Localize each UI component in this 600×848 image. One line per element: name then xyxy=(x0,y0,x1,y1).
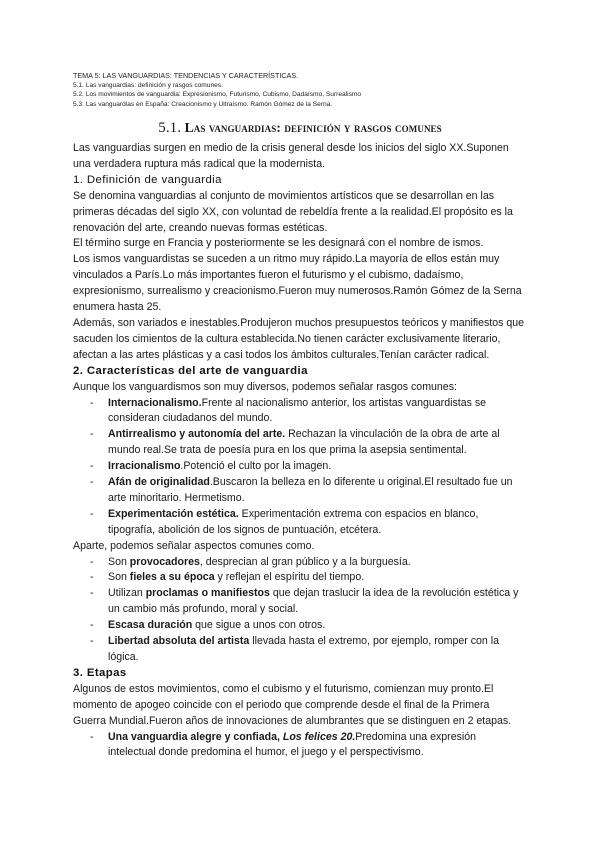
list-item-text: que sigue a unos con otros. xyxy=(192,619,326,632)
dash-bullet: - xyxy=(90,460,94,473)
list-item-text: Frente al nacionalismo anterior, los artistas vanguardistas se consideran ciudadanos del mundo. xyxy=(108,396,487,425)
dash-bullet: - xyxy=(90,476,94,489)
paragraph: Aunque los vanguardismos son muy diversos, podemos señalar rasgos comunes: xyxy=(73,380,457,393)
list-item xyxy=(73,730,525,762)
paragraph: Algunos de estos movimientos, como el cubismo y el futurismo, comienzan muy pronto.El momento de apogeo coincide con el periodo que comprende desde el final de la Primera Guerra Mundial.Fueron años de innovaciones de alumbrantes que se distinguen en 2 etapas. xyxy=(73,682,512,727)
section-title-number: 5.1. xyxy=(158,120,182,136)
list-item-bold: Libertad absoluta del artista xyxy=(108,635,250,648)
list-item xyxy=(73,570,525,586)
list-item-bold: provocadores xyxy=(129,555,200,568)
paragraph: El término surge en Francia y posteriormente se les designará con el nombre de ismos. xyxy=(73,237,484,250)
paragraph: Los ismos vanguardistas se suceden a un ritmo muy rápido.La mayoría de ellos están muy vinculados a París.Lo más importantes fueron el futurismo y el cubismo, dadaísmo, expresionismo, surrealismo y creacionismo.Fueron muy numerosos.Ramón Gómez de la Serna enumera hasta 25. xyxy=(73,253,522,314)
list-item-text: .Buscaron la belleza en lo diferente u original.El resultado fue un arte minoritario. Hermetismo. xyxy=(108,476,513,504)
features-list xyxy=(73,396,525,539)
list-item-text: que dejan traslucir la idea de la revolución estética y un cambio más profundo, moral y social. xyxy=(108,587,519,616)
section-title xyxy=(0,120,600,137)
table-of-contents xyxy=(73,71,361,109)
list-item-text: Predomina una expresión intelectual donde predomina el humor, el juego y el perspectivismo. xyxy=(108,730,477,759)
intro-paragraph: Las vanguardias surgen en medio de la crisis general desde los inicios del siglo XX.Suponen una verdadera ruptura más radical que la modernista. xyxy=(73,142,509,170)
section-title-text: Las vanguardias: definición y rasgos comunes xyxy=(184,120,442,135)
paragraph: Aparte, podemos señalar aspectos comunes como. xyxy=(73,539,315,552)
list-item xyxy=(73,507,525,539)
paragraph: Se denomina vanguardias al conjunto de movimientos artísticos que se desarrollan en las primeras décadas del siglo XX, con voluntad de rebeldía frente a la realidad.El propósito es la renovación del arte, creando nuevas formas estéticas. xyxy=(73,189,513,234)
list-item-pre: Son xyxy=(108,571,130,584)
section3-heading: 3. Etapas xyxy=(73,666,127,679)
list-item-text: y reflejan el espíritu del tiempo. xyxy=(214,571,365,584)
list-item-pre: Son xyxy=(108,555,130,568)
list-item xyxy=(73,555,525,571)
list-item-bold: Internacionalismo. xyxy=(108,396,202,409)
list-item-bold: Irracionalismo xyxy=(108,460,181,473)
list-item-bold: Afán de originalidad xyxy=(108,476,210,489)
dash-bullet: - xyxy=(90,507,94,520)
list-item xyxy=(73,427,525,459)
list-item xyxy=(73,618,525,634)
dash-bullet: - xyxy=(90,587,94,600)
section1-heading: 1. Definición de vanguardia xyxy=(73,173,222,186)
list-item-italic: Los felices 20. xyxy=(279,730,356,743)
list-item xyxy=(73,634,525,666)
list-item-text: .Potenció el culto por la imagen. xyxy=(180,460,332,473)
dash-bullet: - xyxy=(90,619,94,632)
toc-item: 5.2. Los movimientos de vanguardia: Expresionismo, Futurismo, Cubismo, Dadaísmo, Surrealismo xyxy=(73,91,362,99)
list-item-bold: Una vanguardia alegre y confiada, xyxy=(108,730,280,743)
list-item xyxy=(73,396,525,428)
list-item-bold: Antirrealismo y autonomía del arte. xyxy=(108,428,286,441)
dash-bullet: - xyxy=(90,730,94,743)
list-item-pre: Utilizan xyxy=(108,587,146,600)
list-item-text: , desprecian al gran público y a la burguesía. xyxy=(199,555,411,568)
paragraph: Además, son variados e inestables.Produjeron muchos presupuestos teóricos y manifiestos que sacuden los cimientos de la cultura establecida.No tienen carácter exclusivamente literario, afectan a las artes plásticas y a casi todos los ámbitos culturales.Tenían carácter radical. xyxy=(73,316,525,361)
list-item xyxy=(73,475,525,507)
dash-bullet: - xyxy=(90,428,94,441)
list-item-text: Experimentación extrema con espacios en blanco, tipografía, abolición de los signos de puntuación, etcétera. xyxy=(108,507,479,536)
aspects-list xyxy=(73,555,525,666)
list-item-bold: Experimentación estética. xyxy=(108,507,239,520)
dash-bullet: - xyxy=(90,571,94,584)
dash-bullet: - xyxy=(90,555,94,568)
list-item xyxy=(73,586,525,618)
stages-list xyxy=(73,730,525,762)
dash-bullet: - xyxy=(90,635,94,648)
toc-item: 5.1. Las vanguardias: definición y rasgos comunes. xyxy=(73,81,223,89)
list-item-bold: proclamas o manifiestos xyxy=(145,587,270,600)
toc-heading: TEMA 5: LAS VANGUARDIAS: TENDENCIAS Y CARACTERÍSTICAS. xyxy=(73,71,299,80)
section2-heading: 2. Características del arte de vanguardia xyxy=(73,364,308,377)
dash-bullet: - xyxy=(90,396,94,409)
document-body xyxy=(73,141,525,761)
list-item xyxy=(73,459,525,475)
list-item-bold: fieles a su época xyxy=(129,571,215,584)
toc-item: 5.3. Las vanguardias en España: Creacionismo y Ultraísmo. Ramón Gómez de la Serna. xyxy=(73,100,333,108)
list-item-text: llevada hasta el extremo, por ejemplo, romper con la lógica. xyxy=(108,635,499,663)
list-item-text: Rechazan la vinculación de la obra de arte al mundo real.Se trata de poesía pura en los que prima la asepsia sentimental. xyxy=(108,428,500,457)
list-item-bold: Escasa duración xyxy=(108,619,193,632)
